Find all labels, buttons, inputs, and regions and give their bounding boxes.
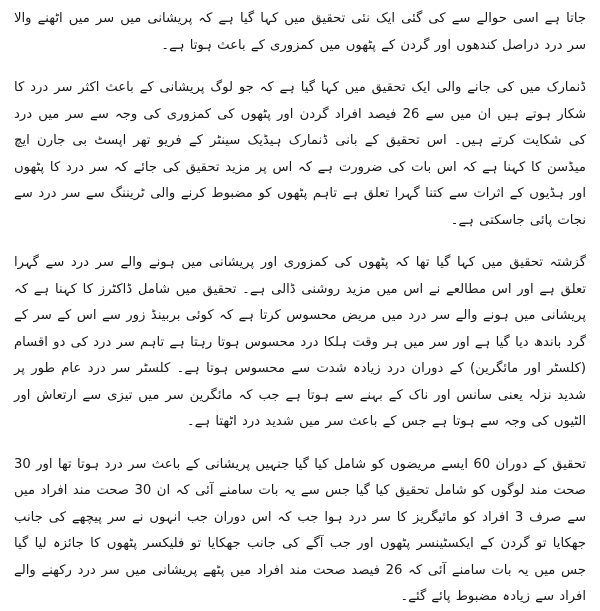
article-paragraph-1: جاتا ہے اسی حوالے سے کی گئی ایک نئی تحقیق میں کہا گیا ہے کہ پریشانی میں سر میں اٹھنے والا سر درد دراصل کندھوں اور گردن کے پٹھوں میں کمزوری کے باعث ہوتا ہے۔ [14,11,586,53]
article-paragraph-4: تحقیق کے دوران 60 ایسے مریضوں کو شامل کیا گیا جنہیں پریشانی کے باعث سر درد ہوتا تھا اور 30 صحت مند لوگوں کو شامل تحقیق کیا گیا جس سے یہ بات سامنے آئی کہ ان 30 صحت مند افراد میں سے صرف 3 افراد کو مائیگریز کا سر درد ہوا جب کہ اس دوران جب انہوں نے سر پیچھے کی جانب جھکایا تو گردن کے ایکسٹینسر پٹھوں اور جب آگے کی جانب جھکایا تو فلیکسر پٹھوں کا جائزہ لیا گیا جس میں یہ بات سامنے آئی کہ 26 فیصد صحت مند افراد میں پٹھے پریشانی میں سر درد رکھنے والے افراد سے زیادہ مضبوط پائے گئے۔ [14,456,587,604]
article-paragraph-3: گزشتہ تحقیق میں کہا گیا تھا کہ پٹھوں کی کمزوری اور پریشانی میں ہونے والے سر درد سے گہرا تعلق ہے اور اس مطالعے نے اس میں مزید روشنی ڈالی ہے۔ تحقیق میں شامل ڈاکٹرز کا کہنا ہے کہ پریشانی میں ہونے والے سر درد میں مریض محسوس کرتا ہے کہ کوئی بربینڈ زور سے اس کے سر کے گرد باندھ دیا گیا ہے اور سر میں ہر وقت ہلکا درد محسوس ہوتا رہتا ہے تاہم سر درد کی دو اقسام (کلسٹر اور مائگرین) کے دوران درد زیادہ شدت سے محسوس ہوتا ہے۔ کلسٹر سر درد عام طور پر شدید نزلہ یعنی سانس اور ناک کے بہنے سے ہوتا ہے جب کہ مائگرین سر میں تیزی سے ارتعاش اور الٹیوں کی وجہ سے ہوتا ہے جس کے باعث سر میں شدید درد اٹھتا ہے۔ [14,255,586,429]
article-paragraph-2: ڈنمارک میں کی جانے والی ایک تحقیق میں کہا گیا ہے کہ جو لوگ پریشانی کے باعث اکثر سر درد کا شکار ہوتے ہیں ان میں سے 26 فیصد افراد گردن اور پٹھوں کی کمزوری کی وجہ سے سر میں درد کی شکایت کرتے ہیں۔ اس تحقیق کے بانی ڈنمارک ہیڈیک سینٹر کے فریو تھر اپسٹ بی جارن ایچ میڈسن کا کہنا ہے کہ اس بات کی ضرورت ہے کہ اس پر مزید تحقیق کی جائے کہ سر درد کا پٹھوں اور ہڈیوں کے اثرات سے کتنا گہرا تعلق ہے تاہم پٹھوں کو مضبوط کرنے والی ٹریننگ سے سر درد سے نجات پائی جاسکتی ہے۔ [14,80,586,228]
